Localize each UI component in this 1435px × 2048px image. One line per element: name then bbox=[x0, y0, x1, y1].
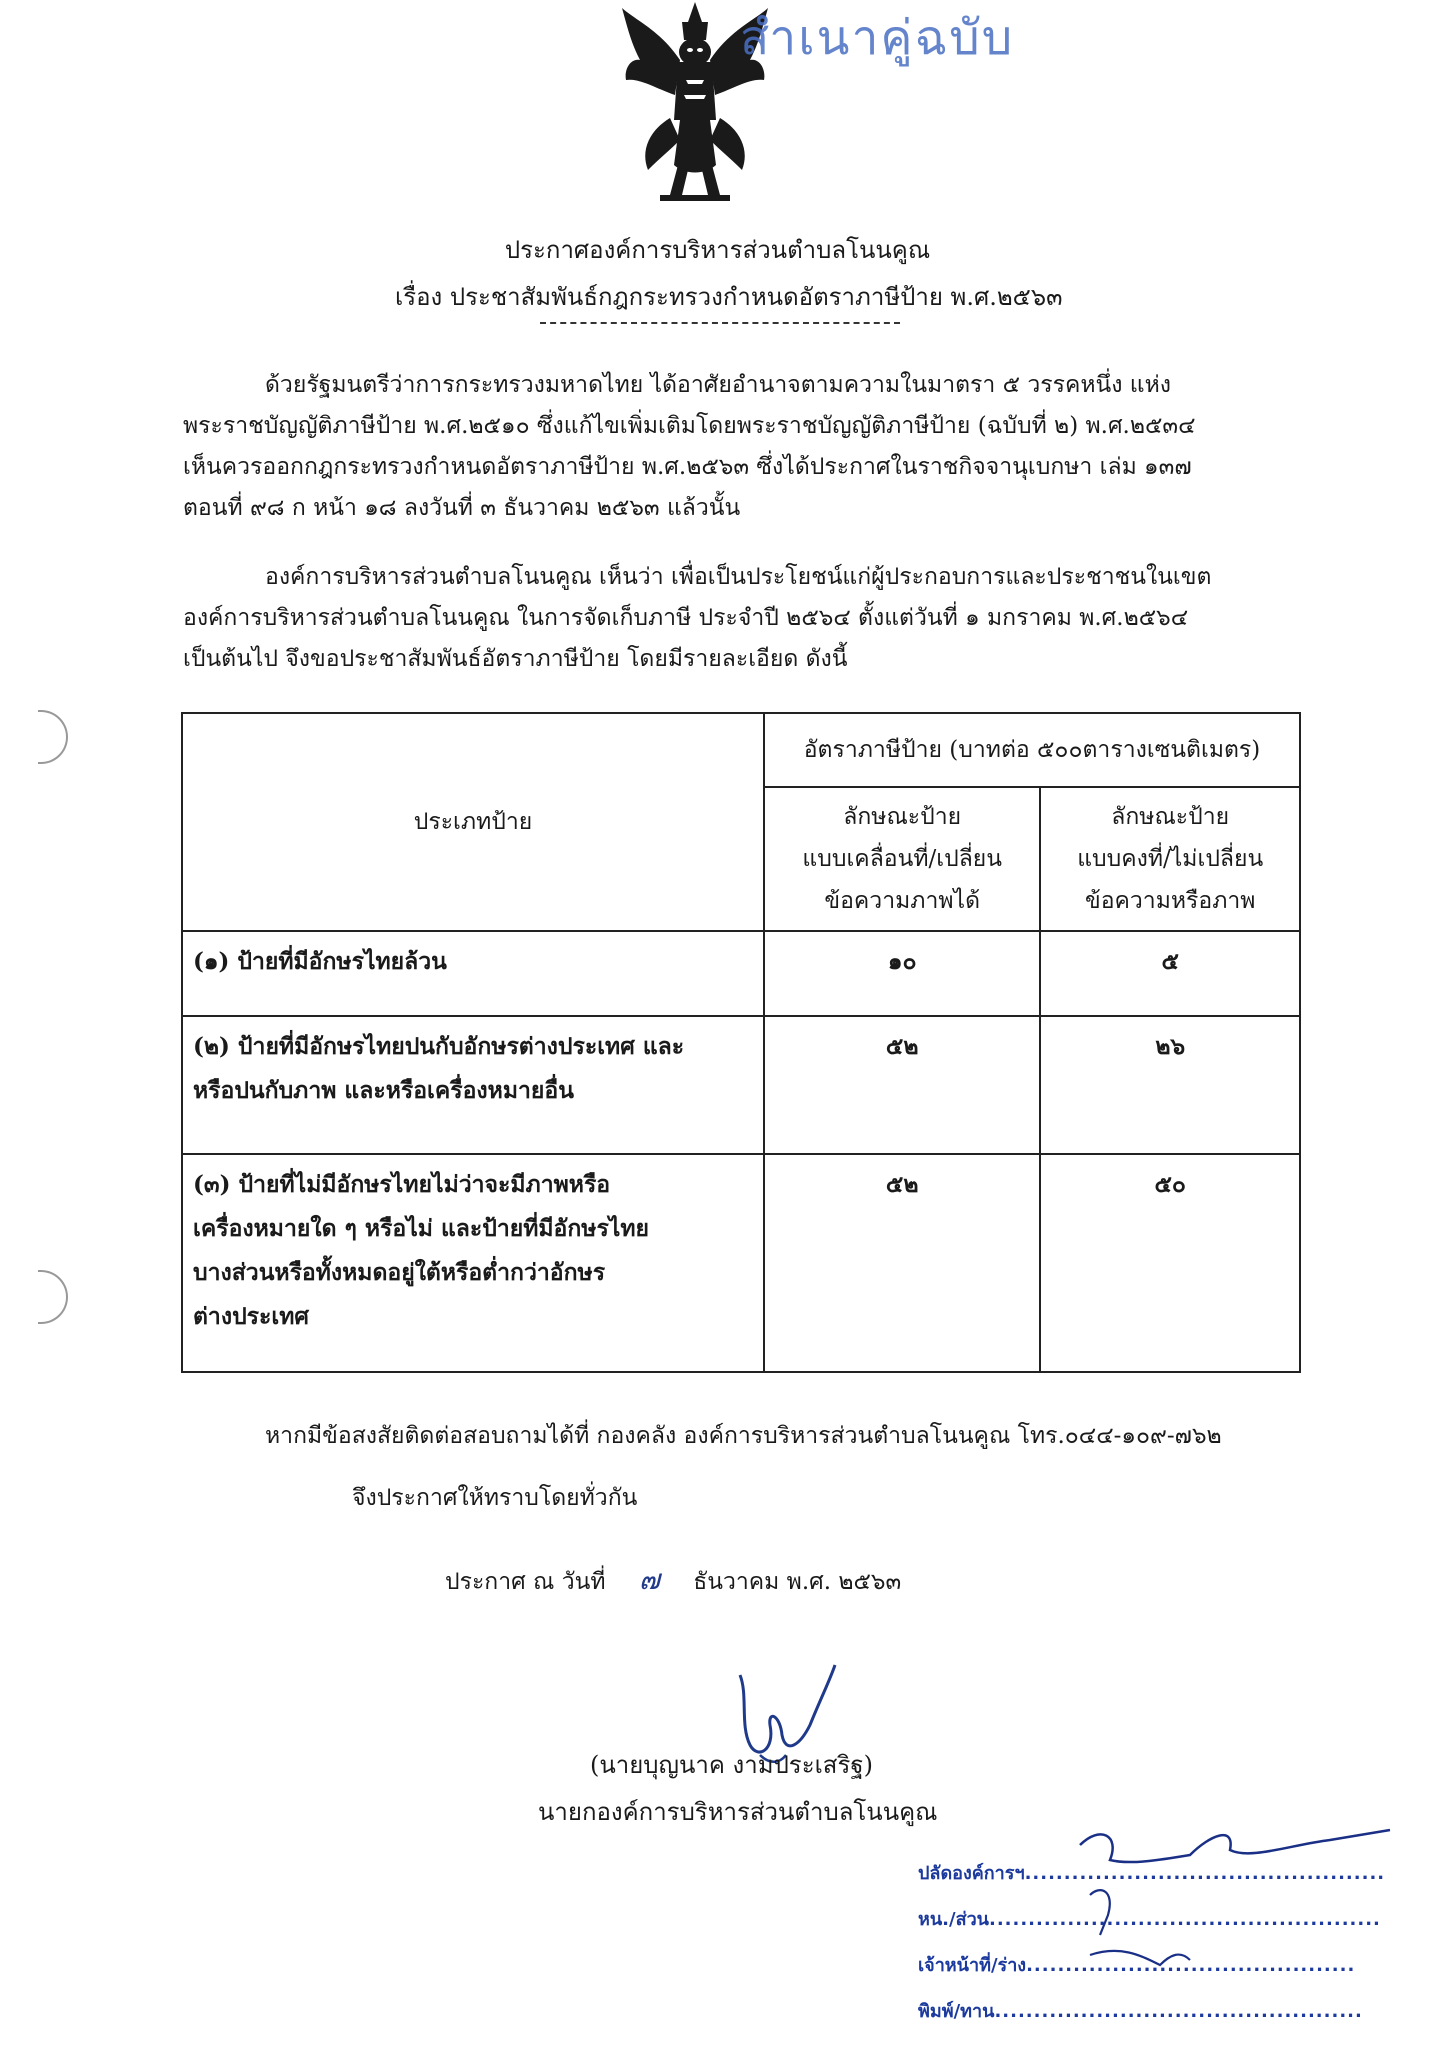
header-line: แบบคงที่/ไม่เปลี่ยน bbox=[1077, 846, 1264, 872]
routing-initials bbox=[1060, 1805, 1400, 2015]
notice-line: จึงประกาศให้ทราบโดยทั่วกัน bbox=[352, 1485, 638, 1511]
sign-type-line: เครื่องหมายใด ๆ หรือไม่ และป้ายที่มีอักษรไทย bbox=[193, 1215, 650, 1242]
header-fixed-sign bbox=[1040, 787, 1300, 931]
paragraph-2 bbox=[183, 557, 1303, 680]
routing-label: เจ้าหน้าที่/ร่าง bbox=[918, 1955, 1027, 1976]
fixed-rate-cell: ๒๖ bbox=[1040, 1016, 1300, 1154]
date-day: ๗ bbox=[638, 1563, 660, 1596]
header-tax-rate: อัตราภาษีป้าย (บาทต่อ ๕๐๐ตารางเซนติเมตร) bbox=[764, 713, 1300, 787]
paragraph-line: ด้วยรัฐมนตรีว่าการกระทรวงมหาดไทย ได้อาศัยอำนาจตามความในมาตรา ๕ วรรคหนึ่ง แห่ง bbox=[265, 372, 1172, 398]
paragraph-line: เป็นต้นไป จึงขอประชาสัมพันธ์อัตราภาษีป้าย โดยมีรายละเอียด ดังนี้ bbox=[183, 646, 848, 672]
fixed-rate-cell: ๕ bbox=[1040, 931, 1300, 1016]
announcement-title: ประกาศองค์การบริหารส่วนตำบลโนนคูณ bbox=[504, 236, 931, 264]
routing-label: พิมพ์/ทาน bbox=[918, 2001, 995, 2022]
sign-type-line: ต่างประเทศ bbox=[193, 1303, 310, 1330]
punch-hole-mark bbox=[38, 710, 68, 764]
table-row bbox=[182, 1154, 1300, 1372]
header-line: ลักษณะป้าย bbox=[843, 804, 962, 830]
sign-type-line: (๒) ป้ายที่มีอักษรไทยปนกับอักษรต่างประเทศ และ bbox=[193, 1033, 685, 1060]
routing-dots: .............................................. bbox=[1024, 1863, 1386, 1884]
moving-rate-cell: ๕๒ bbox=[764, 1016, 1040, 1154]
routing-dots: .......................................... bbox=[1026, 1955, 1356, 1976]
title-separator bbox=[540, 322, 900, 324]
table-row bbox=[182, 931, 1300, 1016]
sign-type-cell bbox=[182, 931, 764, 1016]
paragraph-line: องค์การบริหารส่วนตำบลโนนคูณ เห็นว่า เพื่อเป็นประโยชน์แก่ผู้ประกอบการและประชาชนในเขต bbox=[265, 564, 1212, 590]
paragraph-line: เห็นควรออกกฎกระทรวงกำหนดอัตราภาษีป้าย พ.ศ.๒๕๖๓ ซึ่งได้ประกาศในราชกิจจานุเบกษา เล่ม ๑๓๗ bbox=[183, 454, 1192, 480]
announcement-subject: เรื่อง ประชาสัมพันธ์กฎกระทรวงกำหนดอัตราภาษีป้าย พ.ศ.๒๕๖๓ bbox=[395, 283, 1063, 311]
header-line: ลักษณะป้าย bbox=[1111, 804, 1230, 830]
sign-type-cell bbox=[182, 1016, 764, 1154]
routing-label: หน./ส่วน bbox=[918, 1909, 989, 1930]
fixed-rate-cell: ๕๐ bbox=[1040, 1154, 1300, 1372]
routing-label: ปลัดองค์การฯ bbox=[918, 1863, 1025, 1884]
header-line: ข้อความหรือภาพ bbox=[1084, 888, 1256, 914]
header-sign-type: ประเภทป้าย bbox=[182, 713, 764, 931]
paragraph-line: พระราชบัญญัติภาษีป้าย พ.ศ.๒๕๑๐ ซึ่งแก้ไขเพิ่มเติมโดยพระราชบัญญัติภาษีป้าย (ฉบับที่ ๒) พ.ศ.๒๕๓๔ bbox=[183, 413, 1196, 439]
routing-dots: .................................................. bbox=[988, 1909, 1381, 1930]
announce-date bbox=[445, 1558, 901, 1602]
punch-hole-mark bbox=[38, 1270, 68, 1324]
sign-type-cell bbox=[182, 1154, 764, 1372]
paragraph-line: ตอนที่ ๙๘ ก หน้า ๑๘ ลงวันที่ ๓ ธันวาคม ๒๕๖๓ แล้วนั้น bbox=[183, 495, 741, 521]
moving-rate-cell: ๑๐ bbox=[764, 931, 1040, 1016]
paragraph-1 bbox=[183, 365, 1303, 529]
sign-type-line: (๑) ป้ายที่มีอักษรไทยล้วน bbox=[193, 948, 447, 975]
sign-type-line: บางส่วนหรือทั้งหมดอยู่ใต้หรือต่ำกว่าอักษร bbox=[193, 1259, 606, 1286]
date-prefix: ประกาศ ณ วันที่ bbox=[445, 1569, 606, 1595]
moving-rate-cell: ๕๒ bbox=[764, 1154, 1040, 1372]
sign-tax-rate-table bbox=[181, 712, 1301, 1373]
header-line: แบบเคลื่อนที่/เปลี่ยน bbox=[802, 846, 1002, 872]
date-suffix: ธันวาคม พ.ศ. ๒๕๖๓ bbox=[693, 1569, 902, 1595]
sign-type-line: หรือปนกับภาพ และหรือเครื่องหมายอื่น bbox=[193, 1077, 574, 1104]
header-moving-sign bbox=[764, 787, 1040, 931]
table-row bbox=[182, 1016, 1300, 1154]
contact-line: หากมีข้อสงสัยติดต่อสอบถามได้ที่ กองคลัง องค์การบริหารส่วนตำบลโนนคูณ โทร.๐๔๔-๑๐๙-๗๖๒ bbox=[265, 1423, 1222, 1449]
copy-stamp: สำเนาคู่ฉบับ bbox=[740, 10, 1015, 66]
sign-type-line: (๓) ป้ายที่ไม่มีอักษรไทยไม่ว่าจะมีภาพหรือ bbox=[193, 1171, 611, 1198]
signatory-position: นายกองค์การบริหารส่วนตำบลโนนคูณ bbox=[538, 1798, 938, 1826]
paragraph-line: องค์การบริหารส่วนตำบลโนนคูณ ในการจัดเก็บภาษี ประจำปี ๒๕๖๔ ตั้งแต่วันที่ ๑ มกราคม พ.ศ.๒๕๖๔ bbox=[183, 605, 1189, 631]
signatory-name: (นายบุญนาค งามประเสริฐ) bbox=[590, 1751, 873, 1779]
routing-dots: ............................................... bbox=[994, 2001, 1363, 2022]
header-line: ข้อความภาพได้ bbox=[824, 888, 981, 914]
